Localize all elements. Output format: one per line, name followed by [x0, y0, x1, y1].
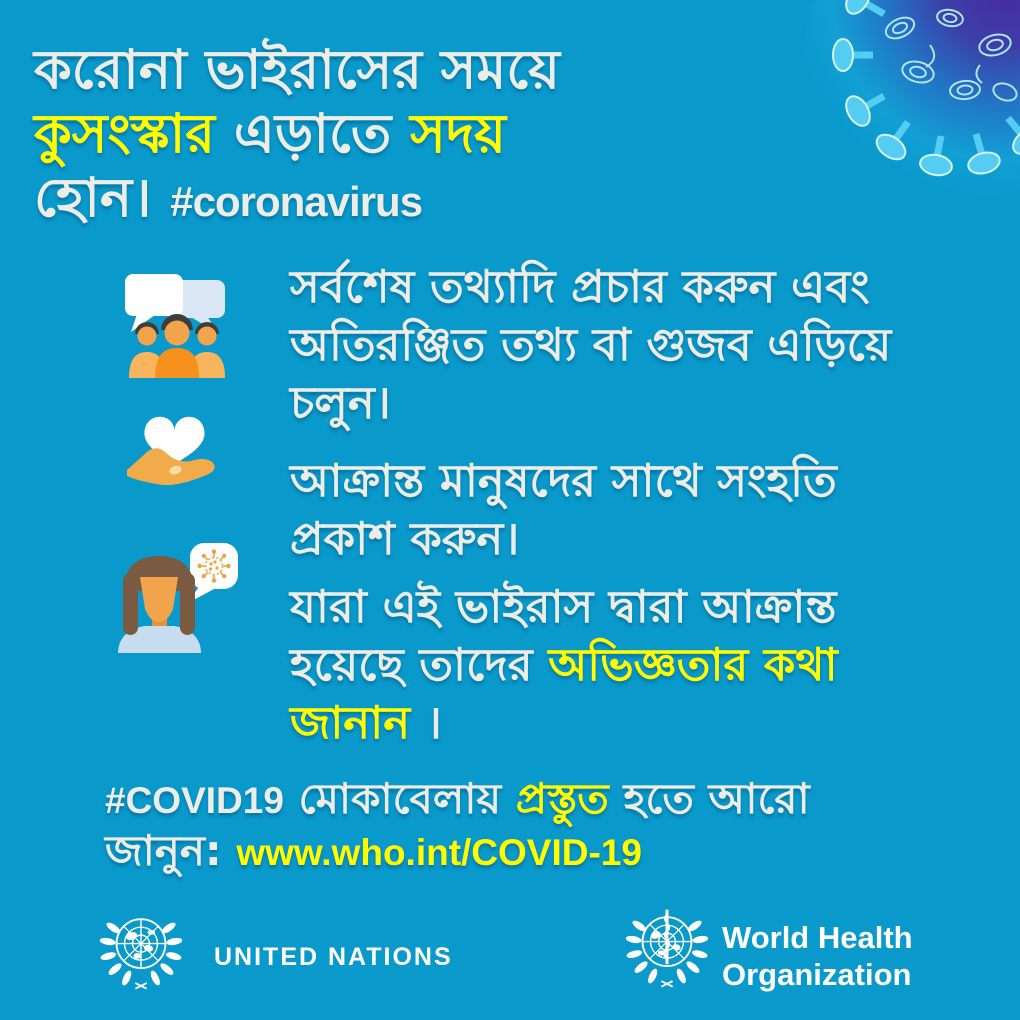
face — [140, 577, 178, 622]
tip2-line1: আক্রান্ত মানুষদের সাথে সংহতি — [290, 454, 837, 507]
tip1-line1: সর্বশেষ তথ্যাদি প্রচার করুন এবং — [290, 260, 870, 313]
person-sharing-experience-icon — [114, 543, 241, 653]
coronavirus-hashtag: #coronavirus — [170, 178, 423, 225]
person-center — [155, 314, 199, 378]
tip3-line2: হয়েছে তাদের অভিজ্ঞতার কথা — [290, 638, 838, 691]
tip3-line3: জানান । — [290, 696, 442, 749]
woman-figure — [118, 556, 201, 653]
footer — [0, 895, 1020, 1010]
cta-block — [105, 774, 810, 878]
who-covid-url: www.who.int/COVID-19 — [236, 832, 642, 873]
cta-line1: #COVID19 মোকাবেলায় প্রস্তুত হতে আরো — [105, 774, 810, 823]
coronavirus-illustration — [780, 0, 1020, 230]
title-line3: হোন। #coronavirus — [34, 166, 423, 229]
tip2-line2: প্রকাশ করুন। — [290, 512, 520, 565]
who-label-line1: World Health — [722, 920, 913, 955]
cta-line2: জানুন: www.who.int/COVID-19 — [105, 826, 642, 875]
hair-left-lock — [123, 573, 138, 635]
hair-right-lock — [180, 573, 195, 635]
staff-of-asclepius — [664, 910, 669, 965]
heart-in-hand-icon — [125, 408, 222, 505]
who-label — [722, 919, 913, 993]
covid19-hashtag: #COVID19 — [105, 780, 284, 821]
tip2-text — [290, 452, 837, 568]
tip1-line2: অতিরঞ্জিত তথ্য বা গুজব এড়িয়ে — [290, 318, 892, 371]
page-title — [34, 38, 560, 234]
world-health-organization-logo-icon — [620, 901, 714, 1001]
tip1-text — [290, 258, 891, 432]
title-line1: করোনা ভাইরাসের সময়ে — [34, 38, 560, 101]
united-nations-label: UNITED NATIONS — [214, 943, 453, 971]
tip1-line3: চলুন। — [290, 376, 391, 429]
tip3-text — [290, 578, 838, 752]
who-label-line2: Organization — [722, 957, 912, 992]
united-nations-logo-icon — [94, 903, 188, 1003]
title-line2: কুসংস্কার এড়াতে সদয় — [34, 102, 506, 165]
tip3-line1: যারা এই ভাইরাস দ্বারা আক্রান্ত — [290, 580, 837, 633]
chat-bubbles-people-icon — [121, 274, 233, 378]
